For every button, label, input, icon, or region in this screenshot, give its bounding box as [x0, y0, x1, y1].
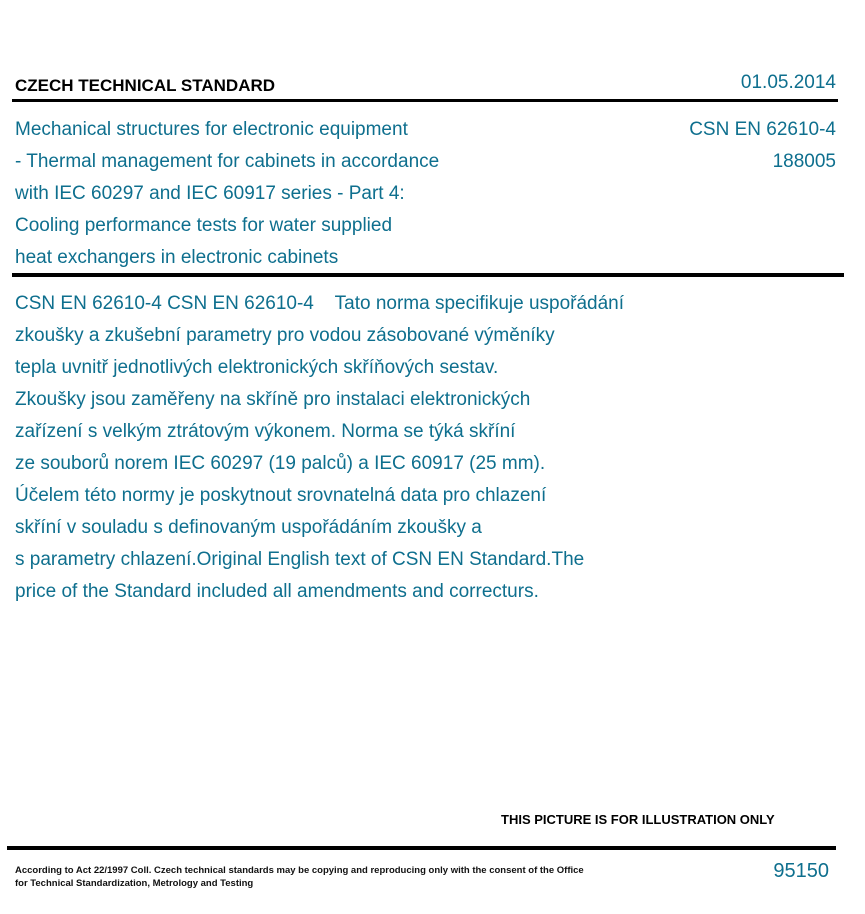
- standard-type-label: CZECH TECHNICAL STANDARD: [15, 76, 276, 95]
- title-line: - Thermal management for cabinets in accordance: [15, 151, 440, 172]
- description-line: skříní v souladu s definovaným uspořádáním zkoušky a: [15, 517, 482, 538]
- title-line: Cooling performance tests for water supplied: [15, 215, 393, 236]
- title-line: Mechanical structures for electronic equipment: [15, 119, 408, 140]
- description-line: ze souborů norem IEC 60297 (19 palců) a IEC 60917 (25 mm).: [15, 453, 546, 474]
- standard-code: CSN EN 62610-4: [689, 119, 836, 140]
- standard-identifier: [689, 114, 836, 178]
- standard-description: [15, 288, 624, 608]
- legal-notice-line: According to Act 22/1997 Coll. Czech technical standards may be copying and reproducing only with the consent of the Office: [15, 865, 584, 876]
- description-line: CSN EN 62610-4 CSN EN 62610-4 Tato norma specifikuje uspořádání: [15, 293, 625, 314]
- legal-notice: [15, 864, 584, 890]
- footer-divider: [7, 846, 836, 850]
- description-line: zařízení s velkým ztrátovým výkonem. Norma se týká skříní: [15, 421, 516, 442]
- title-line: with IEC 60297 and IEC 60917 series - Part 4:: [15, 183, 405, 204]
- class-number: 188005: [772, 151, 836, 172]
- header-divider: [12, 99, 838, 102]
- description-line: Zkoušky jsou zaměřeny na skříně pro instalaci elektronických: [15, 389, 531, 410]
- publication-date: 01.05.2014: [740, 72, 836, 93]
- description-line: s parametry chlazení.Original English text of CSN EN Standard.The: [15, 549, 585, 570]
- illustration-disclaimer: THIS PICTURE IS FOR ILLUSTRATION ONLY: [501, 812, 775, 827]
- description-line: Účelem této normy je poskytnout srovnatelná data pro chlazení: [15, 485, 547, 506]
- legal-notice-line: for Technical Standardization, Metrology and Testing: [15, 878, 254, 889]
- standard-title: [15, 114, 535, 274]
- description-line: zkoušky a zkušební parametry pro vodou zásobované výměníky: [15, 325, 555, 346]
- description-line: tepla uvnitř jednotlivých elektronických skříňových sestav.: [15, 357, 499, 378]
- catalog-number: 95150: [773, 860, 829, 882]
- title-divider: [12, 273, 844, 277]
- description-line: price of the Standard included all amendments and correcturs.: [15, 581, 539, 602]
- title-line: heat exchangers in electronic cabinets: [15, 247, 339, 268]
